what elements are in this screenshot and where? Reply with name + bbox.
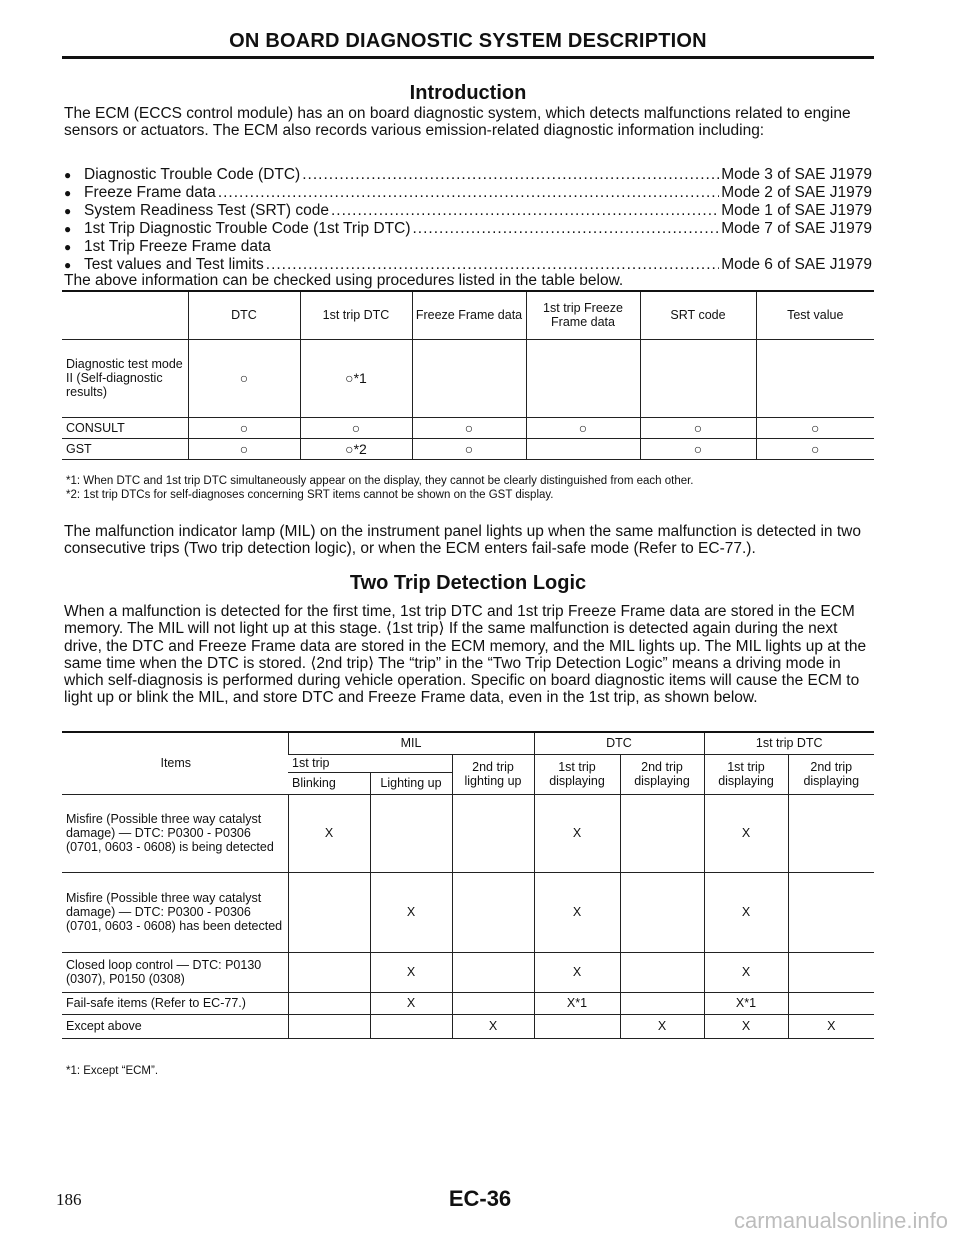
two-trip-table bbox=[62, 731, 874, 1039]
table-footnote: *2: 1st trip DTCs for self-diagnoses concerning SRT items cannot be shown on the GST display. bbox=[66, 489, 554, 501]
introduction-text: The ECM (ECCS control module) has an on board diagnostic system, which detects malfunctions related to engine sensors or actuators. The ECM also records various emission-related diagnostic information including: bbox=[64, 105, 851, 140]
list-item: ● 1st Trip Diagnostic Trouble Code (1st Trip DTC) ..... Mode 7 of SAE J1979 bbox=[64, 220, 872, 238]
header-cell: 1st trip displaying bbox=[534, 754, 620, 794]
mil-text: The malfunction indicator lamp (MIL) on the instrument panel lights up when the same malfunction is detected in two consecutive trips (Two trip detection logic), or when the ECM enters fail-safe mode (Refer to EC-77.). bbox=[64, 523, 861, 558]
header-cell: MIL bbox=[288, 732, 534, 754]
header-cell: Freeze Frame data bbox=[412, 291, 526, 339]
two-trip-heading: Two Trip Detection Logic bbox=[349, 572, 587, 594]
table-row: Except above X X X X bbox=[62, 1014, 874, 1038]
header-cell: DTC bbox=[534, 732, 704, 754]
header-cell: 2nd trip lighting up bbox=[452, 754, 534, 794]
two-trip-text: When a malfunction is detected for the first time, 1st trip DTC and 1st trip Freeze Frame data are stored in the ECM memory. The MIL will not light up at this stage. ⟨1st trip⟩ If the same malfunction is detected again during the next drive, the DTC and Freeze Frame data are stored in the ECM memory, and the MIL lights up. The MIL lights up at the same time when the DTC is stored. ⟨2nd trip⟩ The “trip” in the “Two Trip Detection Logic” means a driving mode in which self-diagnosis is performed during vehicle operation. Specific on board diagnostic items will cause the ECM to light up or blink the MIL, and store DTC and Freeze Frame data, even in the 1st trip, as shown below. bbox=[64, 603, 867, 707]
header-cell: Lighting up bbox=[370, 772, 452, 794]
header-cell: 1st trip DTC bbox=[300, 291, 412, 339]
header-cell: Test value bbox=[756, 291, 874, 339]
bullet-icon: ● bbox=[64, 240, 72, 254]
bullet-icon: ● bbox=[64, 258, 72, 272]
header-cell: 1st trip DTC bbox=[704, 732, 874, 754]
table-row: Closed loop control — DTC: P0130 (0307), P0150 (0308) X X X bbox=[62, 952, 874, 992]
watermark: carmanualsonline.info bbox=[733, 1208, 948, 1233]
table-row: Misfire (Possible three way catalyst damage) — DTC: P0300 - P0306 (0701, 0603 - 0608) has been detected X X X bbox=[62, 872, 874, 952]
header-cell: 1st trip bbox=[288, 754, 452, 772]
header-rule bbox=[62, 56, 874, 59]
header-cell: 1st trip displaying bbox=[704, 754, 788, 794]
page-number: 186 bbox=[56, 1190, 82, 1209]
header-cell: 1st trip Freeze Frame data bbox=[526, 291, 640, 339]
section-page-label: EC-36 bbox=[448, 1186, 512, 1211]
bullet-icon: ● bbox=[64, 186, 72, 200]
table-row: GST ○ ○*2 ○ ○ ○ bbox=[62, 438, 874, 459]
header-cell: Blinking bbox=[288, 772, 370, 794]
table-footnote: *1: Except “ECM”. bbox=[66, 1065, 159, 1077]
header-cell: 2nd trip displaying bbox=[620, 754, 704, 794]
table-header-row bbox=[62, 732, 874, 754]
diagnostic-info-list bbox=[64, 166, 872, 274]
bullet-icon: ● bbox=[64, 204, 72, 218]
header-cell: 2nd trip displaying bbox=[788, 754, 874, 794]
list-item: ● System Readiness Test (SRT) code ..... Mode 1 of SAE J1979 bbox=[64, 202, 872, 220]
list-item: ● Test values and Test limits ..... Mode 6 of SAE J1979 bbox=[64, 256, 872, 274]
introduction-heading: Introduction bbox=[409, 82, 527, 104]
table-row: Misfire (Possible three way catalyst damage) — DTC: P0300 - P0306 (0701, 0603 - 0608) is being detected X X X bbox=[62, 794, 874, 872]
table-header-row bbox=[62, 291, 874, 339]
table-row: CONSULT ○ ○ ○ ○ ○ ○ bbox=[62, 417, 874, 438]
table-row: Fail-safe items (Refer to EC-77.) X X*1 X*1 bbox=[62, 992, 874, 1014]
header-cell: Items bbox=[62, 732, 288, 794]
list-item: ● Freeze Frame data ..... Mode 2 of SAE J1979 bbox=[64, 184, 872, 202]
list-item: ● Diagnostic Trouble Code (DTC) ..... Mode 3 of SAE J1979 bbox=[64, 166, 872, 184]
table-intro-text: The above information can be checked using procedures listed in the table below. bbox=[64, 272, 624, 289]
header-cell: DTC bbox=[188, 291, 300, 339]
bullet-icon: ● bbox=[64, 222, 72, 236]
table-row: Diagnostic test mode II (Self-diagnostic results) ○ ○*1 bbox=[62, 339, 874, 417]
table-footnote: *1: When DTC and 1st trip DTC simultaneously appear on the display, they cannot be clearly distinguished from each other. bbox=[66, 475, 694, 487]
header-cell: SRT code bbox=[640, 291, 756, 339]
bullet-icon: ● bbox=[64, 168, 72, 182]
list-item: ● 1st Trip Freeze Frame data bbox=[64, 238, 271, 255]
page-header-title: ON BOARD DIAGNOSTIC SYSTEM DESCRIPTION bbox=[229, 30, 707, 52]
diagnostic-info-table bbox=[62, 290, 874, 460]
